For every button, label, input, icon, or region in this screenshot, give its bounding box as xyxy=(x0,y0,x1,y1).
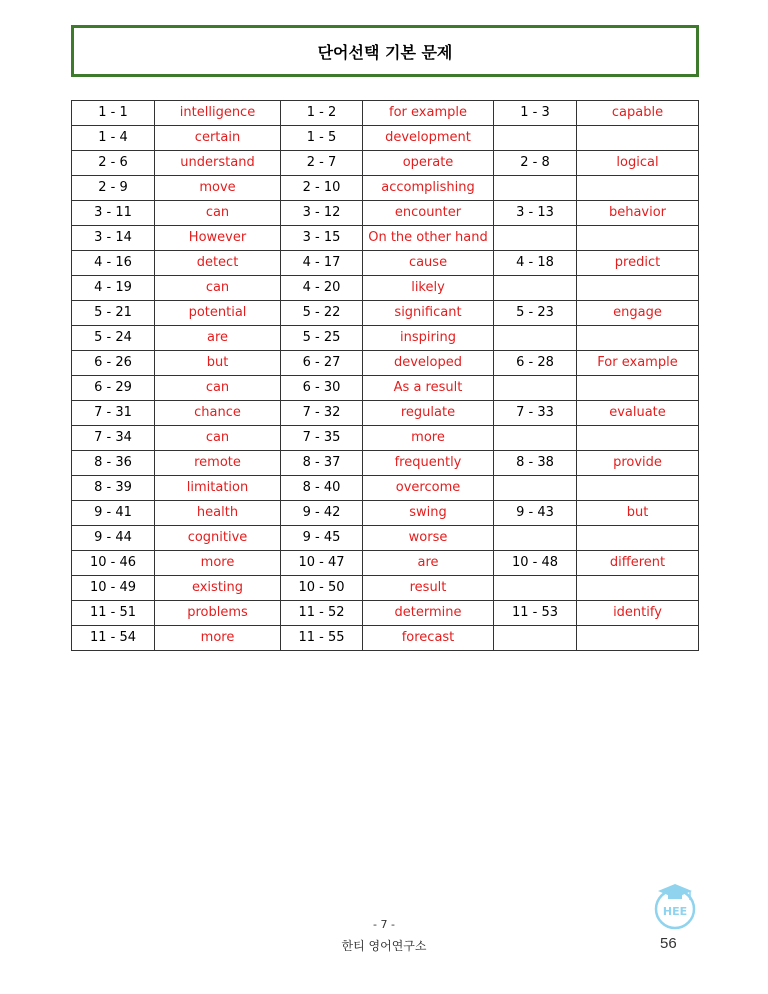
answer-cell: but xyxy=(155,351,281,376)
answer-cell: determine xyxy=(363,601,494,626)
question-number-cell: 10 - 46 xyxy=(72,551,155,576)
question-number-cell: 4 - 17 xyxy=(281,251,363,276)
answer-cell: frequently xyxy=(363,451,494,476)
question-number-cell: 11 - 52 xyxy=(281,601,363,626)
question-number-cell: 6 - 29 xyxy=(72,376,155,401)
question-number-cell: 5 - 24 xyxy=(72,326,155,351)
answer-cell xyxy=(577,426,699,451)
answer-cell: provide xyxy=(577,451,699,476)
answer-cell: problems xyxy=(155,601,281,626)
answer-cell: encounter xyxy=(363,201,494,226)
question-number-cell: 2 - 6 xyxy=(72,151,155,176)
question-number-cell: 8 - 38 xyxy=(494,451,577,476)
question-number-cell: 1 - 5 xyxy=(281,126,363,151)
question-number-cell: 1 - 3 xyxy=(494,101,577,126)
question-number-cell: 3 - 12 xyxy=(281,201,363,226)
answer-cell: predict xyxy=(577,251,699,276)
question-number-cell: 1 - 4 xyxy=(72,126,155,151)
answer-cell xyxy=(577,576,699,601)
answer-cell: swing xyxy=(363,501,494,526)
question-number-cell: 8 - 37 xyxy=(281,451,363,476)
question-number-cell: 11 - 54 xyxy=(72,626,155,651)
question-number-cell: 5 - 21 xyxy=(72,301,155,326)
question-number-cell: 9 - 42 xyxy=(281,501,363,526)
answer-cell: operate xyxy=(363,151,494,176)
answer-cell: can xyxy=(155,376,281,401)
question-number-cell xyxy=(494,376,577,401)
answer-cell: likely xyxy=(363,276,494,301)
question-number-cell: 2 - 8 xyxy=(494,151,577,176)
question-number-cell xyxy=(494,276,577,301)
table-row xyxy=(72,351,699,376)
answer-cell xyxy=(577,126,699,151)
question-number-cell: 2 - 9 xyxy=(72,176,155,201)
answer-cell: can xyxy=(155,276,281,301)
question-number-cell: 11 - 55 xyxy=(281,626,363,651)
hee-logo-icon xyxy=(650,880,700,930)
answer-cell xyxy=(577,176,699,201)
question-number-cell: 6 - 30 xyxy=(281,376,363,401)
question-number-cell: 3 - 14 xyxy=(72,226,155,251)
question-number-cell: 7 - 31 xyxy=(72,401,155,426)
answer-cell xyxy=(577,626,699,651)
table-row xyxy=(72,126,699,151)
question-number-cell: 4 - 20 xyxy=(281,276,363,301)
table-row xyxy=(72,226,699,251)
question-number-cell: 7 - 33 xyxy=(494,401,577,426)
table-row xyxy=(72,576,699,601)
table-row xyxy=(72,601,699,626)
question-number-cell: 3 - 11 xyxy=(72,201,155,226)
answer-cell: For example xyxy=(577,351,699,376)
answer-cell: for example xyxy=(363,101,494,126)
answer-cell: detect xyxy=(155,251,281,276)
answer-cell: can xyxy=(155,426,281,451)
answer-cell: more xyxy=(155,551,281,576)
question-number-cell: 8 - 36 xyxy=(72,451,155,476)
answer-cell: On the other hand xyxy=(363,226,494,251)
question-number-cell: 11 - 51 xyxy=(72,601,155,626)
answer-cell: cause xyxy=(363,251,494,276)
question-number-cell xyxy=(494,626,577,651)
table-row xyxy=(72,401,699,426)
table-row xyxy=(72,251,699,276)
question-number-cell: 1 - 2 xyxy=(281,101,363,126)
question-number-cell: 9 - 41 xyxy=(72,501,155,526)
answer-cell: move xyxy=(155,176,281,201)
answer-cell: evaluate xyxy=(577,401,699,426)
question-number-cell: 10 - 47 xyxy=(281,551,363,576)
answer-cell: different xyxy=(577,551,699,576)
table-row xyxy=(72,476,699,501)
table-row xyxy=(72,301,699,326)
table-row xyxy=(72,626,699,651)
answer-cell: capable xyxy=(577,101,699,126)
answer-cell: result xyxy=(363,576,494,601)
question-number-cell: 4 - 16 xyxy=(72,251,155,276)
page-number: - 7 - xyxy=(373,918,395,931)
table-row xyxy=(72,501,699,526)
question-number-cell: 10 - 50 xyxy=(281,576,363,601)
answer-cell: engage xyxy=(577,301,699,326)
table-row xyxy=(72,176,699,201)
answer-cell xyxy=(577,226,699,251)
answer-cell: regulate xyxy=(363,401,494,426)
answer-cell: However xyxy=(155,226,281,251)
question-number-cell: 1 - 1 xyxy=(72,101,155,126)
answer-cell: potential xyxy=(155,301,281,326)
corner-page-number: 56 xyxy=(660,935,677,952)
question-number-cell: 9 - 45 xyxy=(281,526,363,551)
answer-cell xyxy=(577,476,699,501)
question-number-cell: 5 - 25 xyxy=(281,326,363,351)
question-number-cell xyxy=(494,176,577,201)
answer-cell: remote xyxy=(155,451,281,476)
answer-cell xyxy=(577,326,699,351)
logo-text: HEE xyxy=(662,905,688,918)
answer-cell: development xyxy=(363,126,494,151)
answer-cell: understand xyxy=(155,151,281,176)
question-number-cell: 8 - 40 xyxy=(281,476,363,501)
answer-cell: but xyxy=(577,501,699,526)
title-box xyxy=(71,25,699,77)
table-row xyxy=(72,376,699,401)
question-number-cell: 10 - 49 xyxy=(72,576,155,601)
question-number-cell: 3 - 15 xyxy=(281,226,363,251)
table-row xyxy=(72,426,699,451)
question-number-cell xyxy=(494,326,577,351)
answer-cell: are xyxy=(155,326,281,351)
question-number-cell: 5 - 23 xyxy=(494,301,577,326)
question-number-cell: 4 - 19 xyxy=(72,276,155,301)
question-number-cell xyxy=(494,226,577,251)
table-row xyxy=(72,526,699,551)
answer-cell: more xyxy=(363,426,494,451)
answer-cell: inspiring xyxy=(363,326,494,351)
table-row xyxy=(72,451,699,476)
question-number-cell xyxy=(494,476,577,501)
question-number-cell: 10 - 48 xyxy=(494,551,577,576)
answer-cell: certain xyxy=(155,126,281,151)
answer-cell: logical xyxy=(577,151,699,176)
question-number-cell: 6 - 26 xyxy=(72,351,155,376)
table-row xyxy=(72,551,699,576)
question-number-cell: 4 - 18 xyxy=(494,251,577,276)
question-number-cell xyxy=(494,576,577,601)
answer-cell xyxy=(577,376,699,401)
answer-cell: cognitive xyxy=(155,526,281,551)
answer-table xyxy=(71,100,699,651)
footer-organization: 한티 영어연구소 xyxy=(341,939,427,953)
question-number-cell: 3 - 13 xyxy=(494,201,577,226)
table-row xyxy=(72,151,699,176)
answer-cell xyxy=(577,276,699,301)
question-number-cell: 6 - 28 xyxy=(494,351,577,376)
answer-cell: worse xyxy=(363,526,494,551)
question-number-cell: 7 - 34 xyxy=(72,426,155,451)
table-row xyxy=(72,326,699,351)
question-number-cell: 9 - 44 xyxy=(72,526,155,551)
table-row xyxy=(72,276,699,301)
question-number-cell: 7 - 35 xyxy=(281,426,363,451)
answer-cell xyxy=(577,526,699,551)
answer-cell: As a result xyxy=(363,376,494,401)
answer-cell: health xyxy=(155,501,281,526)
answer-cell: accomplishing xyxy=(363,176,494,201)
page-title: 단어선택 기본 문제 xyxy=(317,42,453,62)
answer-cell: forecast xyxy=(363,626,494,651)
answer-cell: intelligence xyxy=(155,101,281,126)
question-number-cell: 6 - 27 xyxy=(281,351,363,376)
question-number-cell: 8 - 39 xyxy=(72,476,155,501)
answer-cell: chance xyxy=(155,401,281,426)
answer-cell: behavior xyxy=(577,201,699,226)
answer-cell: limitation xyxy=(155,476,281,501)
question-number-cell xyxy=(494,426,577,451)
answer-cell: more xyxy=(155,626,281,651)
answer-cell: identify xyxy=(577,601,699,626)
question-number-cell: 2 - 7 xyxy=(281,151,363,176)
answer-cell: significant xyxy=(363,301,494,326)
answer-cell: existing xyxy=(155,576,281,601)
question-number-cell: 9 - 43 xyxy=(494,501,577,526)
question-number-cell xyxy=(494,126,577,151)
answer-cell: are xyxy=(363,551,494,576)
answer-cell: developed xyxy=(363,351,494,376)
question-number-cell xyxy=(494,526,577,551)
question-number-cell: 5 - 22 xyxy=(281,301,363,326)
table-row xyxy=(72,101,699,126)
question-number-cell: 7 - 32 xyxy=(281,401,363,426)
table-row xyxy=(72,201,699,226)
question-number-cell: 2 - 10 xyxy=(281,176,363,201)
answer-cell: can xyxy=(155,201,281,226)
answer-cell: overcome xyxy=(363,476,494,501)
question-number-cell: 11 - 53 xyxy=(494,601,577,626)
